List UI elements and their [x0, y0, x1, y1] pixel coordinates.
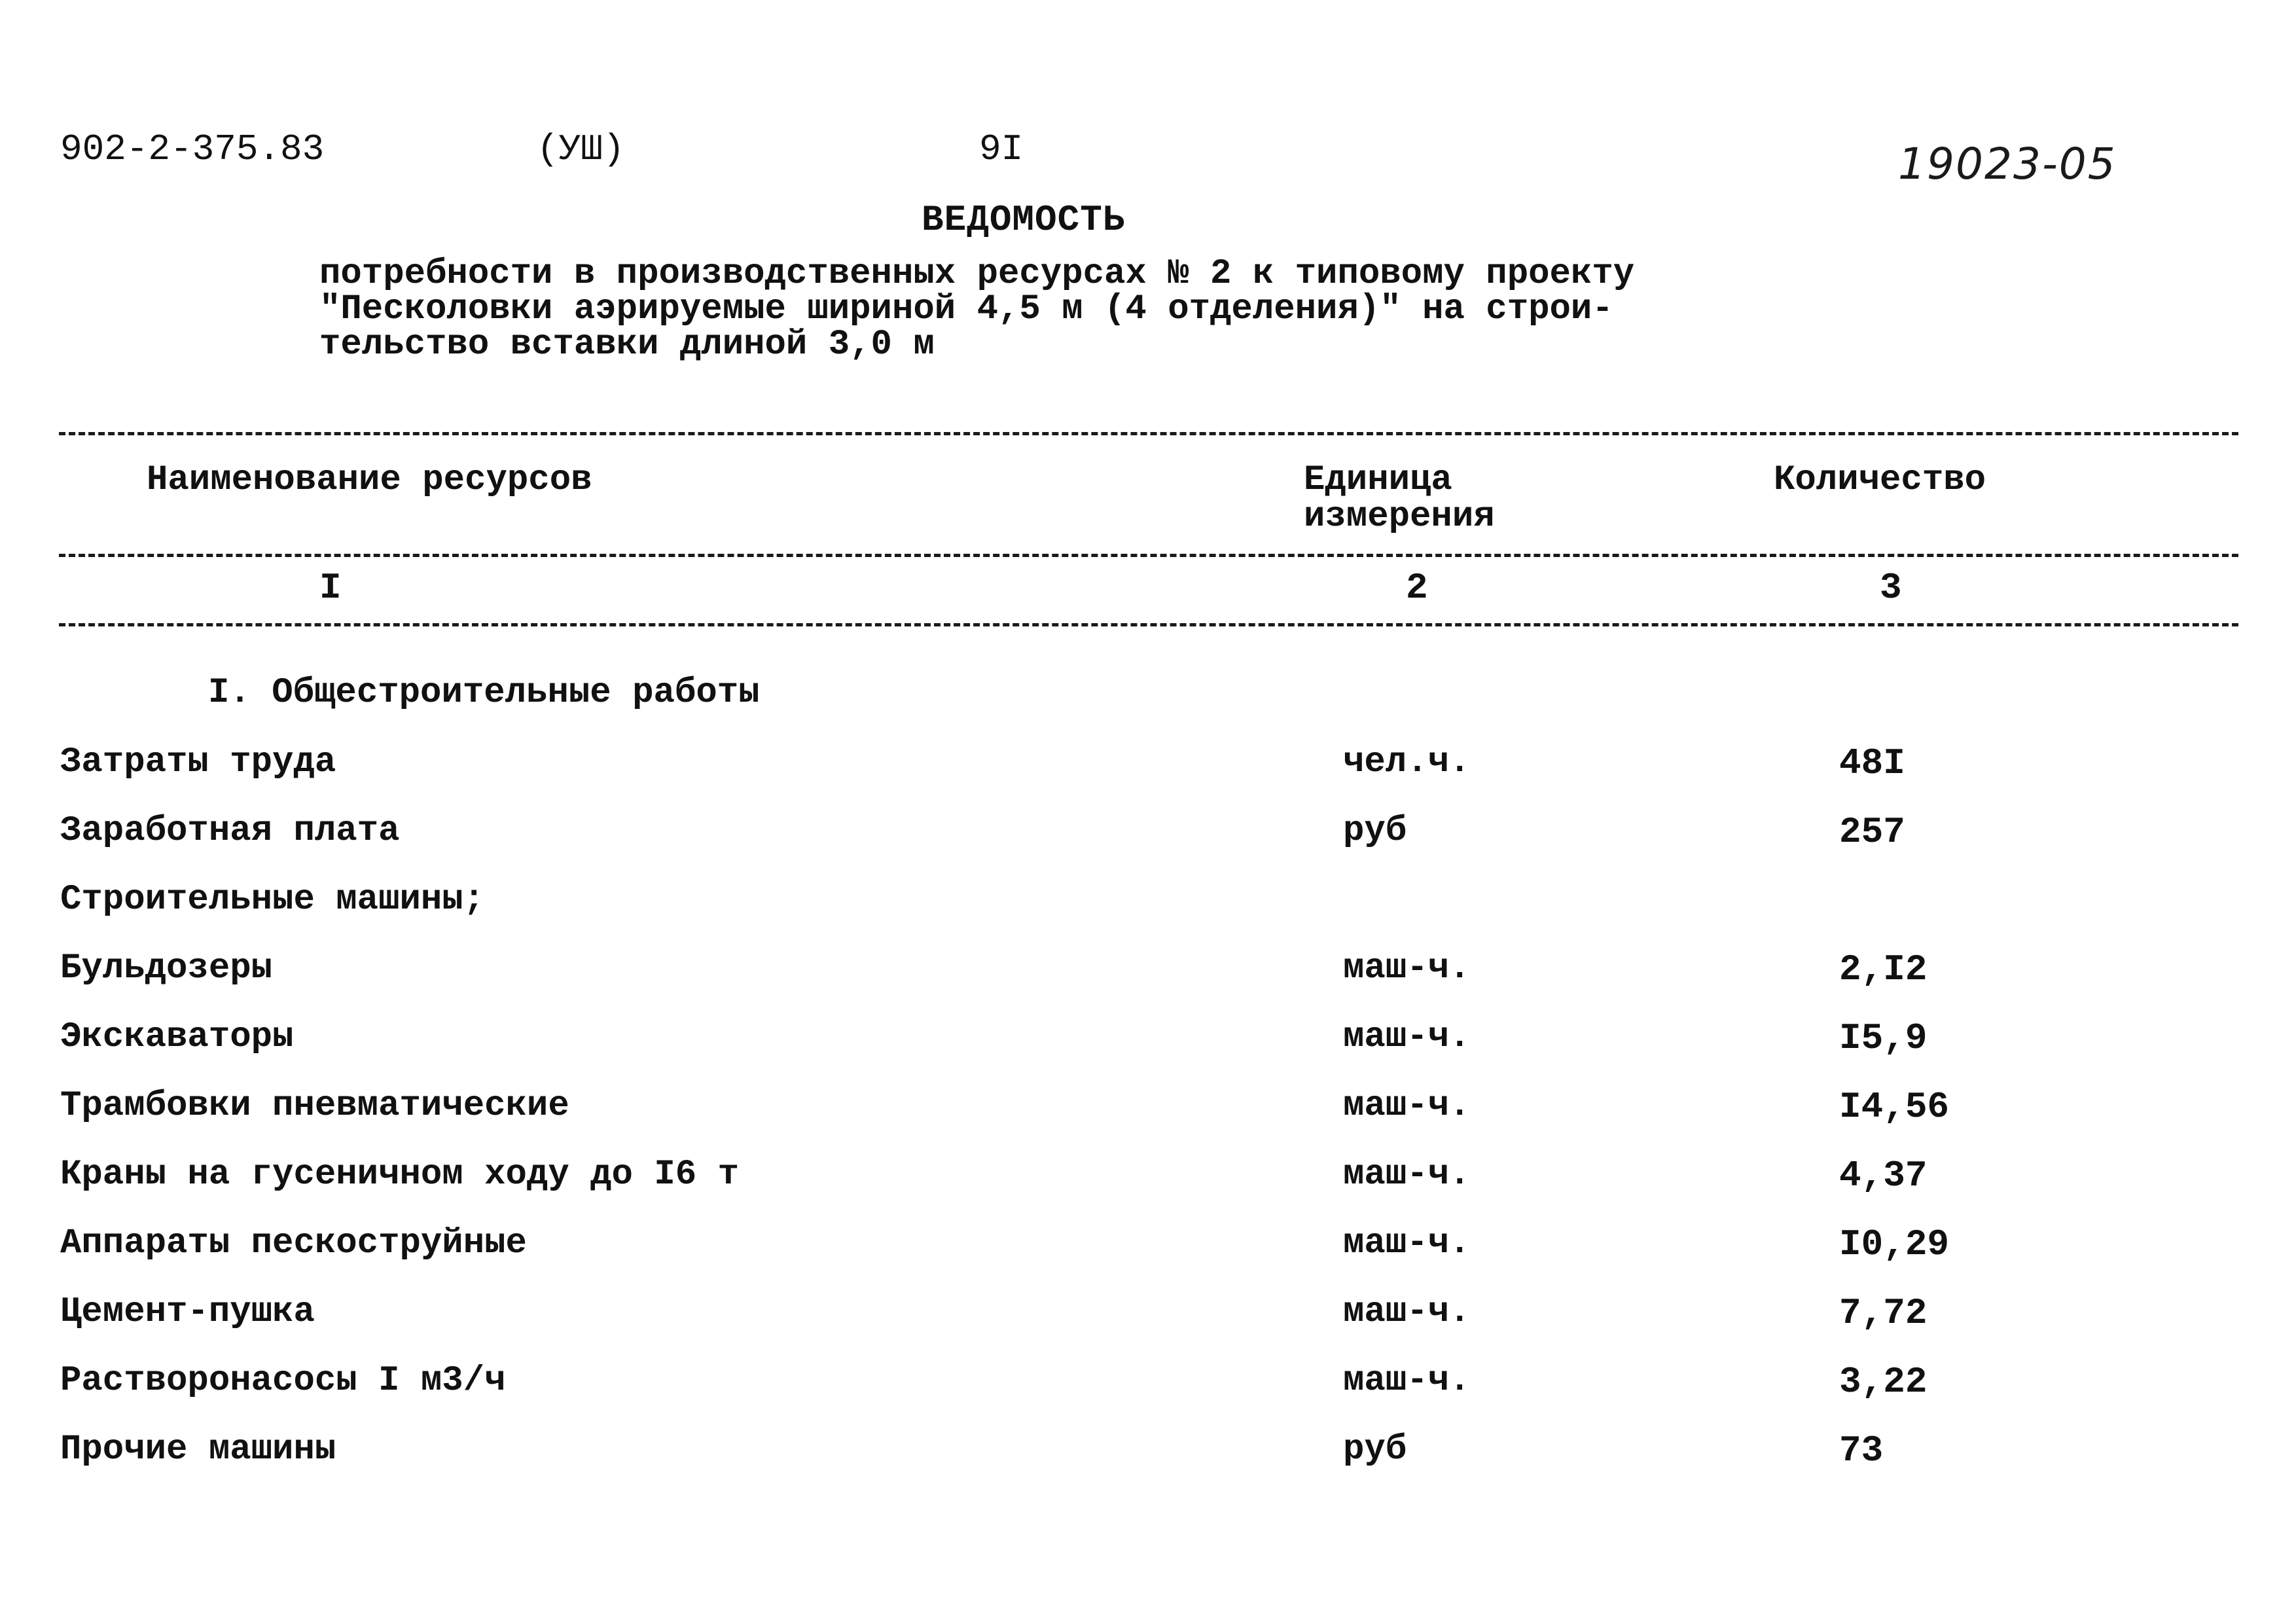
resource-unit: руб [1343, 811, 1407, 851]
resource-unit: маш-ч. [1343, 948, 1471, 988]
resource-unit: маш-ч. [1343, 1155, 1471, 1195]
resource-unit: маш-ч. [1343, 1292, 1471, 1332]
resource-quantity: 73 [1839, 1430, 1884, 1471]
table-row [0, 880, 2296, 926]
resource-name: Затраты труда [60, 742, 336, 782]
table-rule-middle [59, 554, 2238, 557]
table-row [0, 1292, 2296, 1338]
resource-quantity: I4,56 [1839, 1086, 1950, 1128]
resource-name: Экскаваторы [60, 1017, 294, 1057]
resource-name: Трамбовки пневматические [60, 1086, 569, 1126]
resource-quantity: 7,72 [1839, 1292, 1928, 1334]
table-row [0, 1223, 2296, 1269]
table-row [0, 1155, 2296, 1200]
table-rule-top [59, 432, 2238, 435]
resource-quantity: 48I [1839, 742, 1905, 784]
resource-name: Растворонасосы I м3/ч [60, 1361, 506, 1401]
volume-label: (УШ) [537, 128, 625, 170]
resource-unit: маш-ч. [1343, 1086, 1471, 1126]
table-rule-bottom [59, 623, 2238, 626]
resource-unit: маш-ч. [1343, 1017, 1471, 1057]
column-number-2: 2 [1406, 567, 1428, 609]
resource-quantity: 2,I2 [1839, 948, 1928, 990]
table-row [0, 742, 2296, 788]
table-row [0, 1017, 2296, 1063]
resource-name: Краны на гусеничном ходу до I6 т [60, 1155, 739, 1195]
resource-quantity: 257 [1839, 811, 1905, 853]
page-number: 9I [979, 128, 1024, 170]
column-header-unit [1304, 462, 1495, 535]
resource-quantity: 3,22 [1839, 1361, 1928, 1403]
resource-name: Строительные машины; [60, 880, 485, 920]
resource-name: Цемент-пушка [60, 1292, 315, 1332]
resource-unit: чел.ч. [1343, 742, 1471, 782]
resource-name: Заработная плата [60, 811, 400, 851]
document-subtitle [319, 254, 1635, 365]
table-row [0, 811, 2296, 857]
resource-name: Аппараты пескоструйные [60, 1223, 527, 1263]
handwritten-number: 19023-05 [1898, 139, 2117, 189]
resource-unit: руб [1343, 1430, 1407, 1470]
column-header-name: Наименование ресурсов [147, 460, 592, 500]
column-number-3: 3 [1880, 567, 1902, 609]
resource-name: Прочие машины [60, 1430, 336, 1470]
resource-unit: маш-ч. [1343, 1223, 1471, 1263]
subtitle-line: "Песколовки аэрируемые шириной 4,5 м (4 отделения)" на строи- [319, 289, 1613, 329]
column-number-1: I [319, 567, 342, 609]
table-row [0, 1430, 2296, 1475]
table-row [0, 1361, 2296, 1407]
resource-unit: маш-ч. [1343, 1361, 1471, 1401]
column-header-unit-line: измерения [1304, 497, 1495, 537]
document-code: 902-2-375.83 [60, 128, 325, 170]
resource-name: Бульдозеры [60, 948, 273, 988]
page-title: ВЕДОМОСТЬ [922, 199, 1126, 241]
resource-quantity: 4,37 [1839, 1155, 1928, 1197]
column-header-unit-line: Единица [1304, 460, 1452, 500]
subtitle-line: потребности в производственных ресурсах № 2 к типовому проекту [319, 254, 1635, 294]
subtitle-line: тельство вставки длиной 3,0 м [319, 325, 935, 365]
section-title: I. Общестроительные работы [208, 673, 760, 713]
table-row [0, 1086, 2296, 1132]
resource-quantity: I0,29 [1839, 1223, 1950, 1265]
column-header-quantity: Количество [1774, 460, 1986, 500]
resource-quantity: I5,9 [1839, 1017, 1928, 1059]
table-row [0, 948, 2296, 994]
